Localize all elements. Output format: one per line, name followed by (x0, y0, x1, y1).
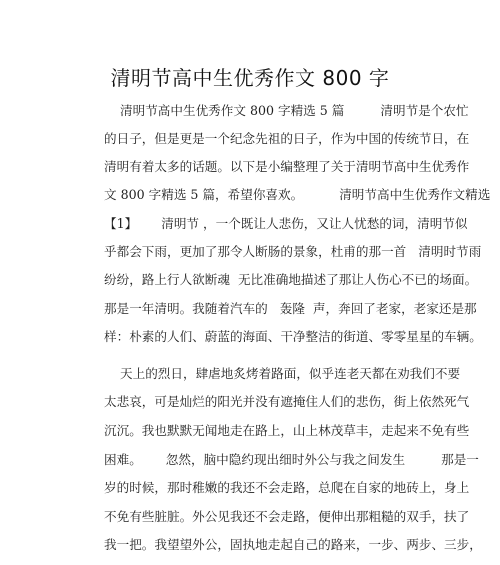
paragraph-line: 样：朴素的人们、蔚蓝的海面、干净整洁的街道、零零星星的车辆。 (104, 329, 482, 344)
paragraph-line: 不免有些脏脏。外公见我还不会走路，便伸出那粗糙的双手，扶了 (104, 509, 470, 524)
page-title: 清明节高中生优秀作文 800 字 (110, 66, 390, 90)
paragraph-line: 我一把。我望望外公，固执地走起自己的路来，一步、两步、三步， (104, 537, 482, 552)
paragraph-line: 的日子，但是更是一个纪念先祖的日子，作为中国的传统节日，在 (104, 131, 470, 146)
paragraph-line: 乎都会下雨，更加了那令人断肠的景象，杜甫的那一首 清明时节雨 (104, 244, 482, 259)
paragraph-line: 岁的时候，那时稚嫩的我还不会走路，总爬在自家的地砖上，身上 (104, 480, 470, 495)
paragraph-line: 那是一年清明。我随着汽车的 轰隆 声，奔回了老家，老家还是那 (104, 301, 477, 316)
paragraph-line: 沉沉。我也默默无闻地走在路上，山上林茂草丰，走起来不免有些 (104, 423, 470, 438)
paragraph-line: 清明节高中生优秀作文 800 字精选 5 篇 清明节是个农忙 (104, 103, 469, 118)
paragraph-line: 困难。 忽然，脑中隐约现出细时外公与我之间发生 那是一 (104, 452, 479, 467)
paragraph-line: 太悲哀，可是灿烂的阳光并没有遮掩住人们的悲伤，街上依然死气 (104, 394, 470, 409)
paragraph-line: 天上的烈日，肆虐地炙烤着路面，似乎连老天都在劝我们不要 (104, 366, 461, 381)
paragraph-line: 【1】 清明节 ，一个既让人悲伤，又让人忧愁的词，清明节似 (104, 216, 468, 231)
paragraph-line: 纷纷，路上行人欲断魂 无比准确地描述了那让人伤心不已的场面。 (104, 272, 478, 287)
paragraph-line: 清明有着太多的话题。以下是小编整理了关于清明节高中生优秀作 (104, 159, 470, 174)
paragraph-line: 文 800 字精选 5 篇，希望你喜欢。 清明节高中生优秀作文精选 (104, 187, 491, 202)
